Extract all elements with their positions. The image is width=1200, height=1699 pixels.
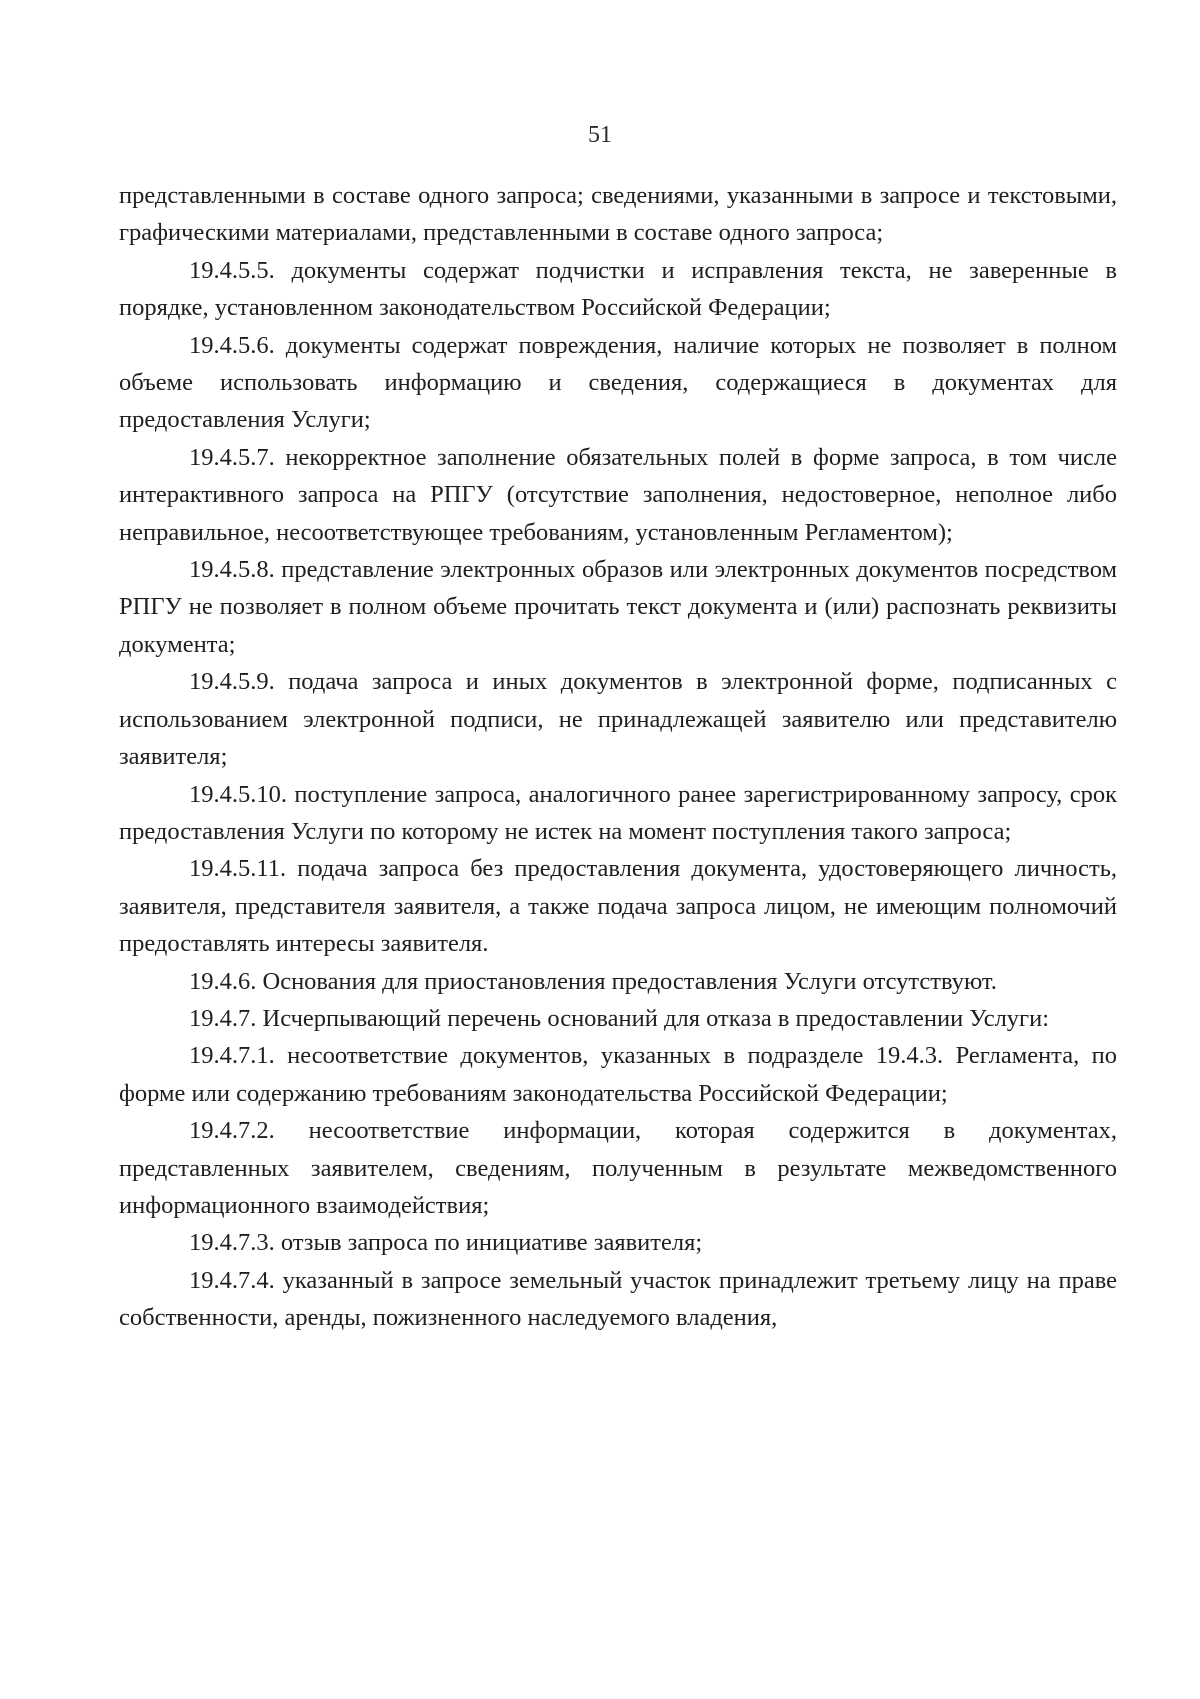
paragraph-19-4-5-9: 19.4.5.9. подача запроса и иных документов в электронной форме, подписанных с использованием электронной подписи, не принадлежащей заявителю или представителю заявителя; <box>119 668 1117 771</box>
paragraph-19-4-5-5: 19.4.5.5. документы содержат подчистки и исправления текста, не заверенные в порядке, установленном законодательством Российской Федерации; <box>119 256 1117 322</box>
paragraph-19-4-7: 19.4.7. Исчерпывающий перечень оснований для отказа в предоставлении Услуги: <box>189 1004 1050 1032</box>
paragraph-19-4-5-7: 19.4.5.7. некорректное заполнение обязательных полей в форме запроса, в том числе интерактивного запроса на РПГУ (отсутствие заполнения, недостоверное, неполное либо неправильное, несоответствующее требованиям, установленным Регламентом); <box>119 443 1117 546</box>
paragraph-19-4-7-4: 19.4.7.4. указанный в запросе земельный участок принадлежит третьему лицу на праве собственности, аренды, пожизненного наследуемого владения, <box>119 1266 1117 1332</box>
paragraph-19-4-6: 19.4.6. Основания для приостановления предоставления Услуги отсутствуют. <box>189 967 997 995</box>
paragraph-continuation: представленными в составе одного запроса; сведениями, указанными в запросе и текстовыми, графическими материалами, представленными в составе одного запроса; <box>119 182 1117 247</box>
paragraph-19-4-7-2: 19.4.7.2. несоответствие информации, которая содержится в документах, представленных заявителем, сведениям, полученным в результате межведомственного информационного взаимодействия; <box>119 1117 1117 1219</box>
paragraph-19-4-5-6: 19.4.5.6. документы содержат повреждения, наличие которых не позволяет в полном объеме использовать информацию и сведения, содержащиеся в документах для предоставления Услуги; <box>119 331 1117 434</box>
paragraph-19-4-5-8: 19.4.5.8. представление электронных образов или электронных документов посредством РПГУ не позволяет в полном объеме прочитать текст документа и (или) распознать реквизиты документа; <box>119 556 1117 658</box>
page-number: 51 <box>588 122 612 148</box>
document-body <box>119 177 1117 1337</box>
paragraph-19-4-7-3: 19.4.7.3. отзыв запроса по инициативе заявителя; <box>189 1229 703 1257</box>
paragraph-19-4-7-1: 19.4.7.1. несоответствие документов, указанных в подразделе 19.4.3. Регламента, по форме или содержанию требованиям законодательства Российской Федерации; <box>119 1042 1117 1107</box>
paragraph-19-4-5-11: 19.4.5.11. подача запроса без предоставления документа, удостоверяющего личность, заявителя, представителя заявителя, а также подача запроса лицом, не имеющим полномочий предоставлять интересы заявителя. <box>119 855 1117 958</box>
paragraph-19-4-5-10: 19.4.5.10. поступление запроса, аналогичного ранее зарегистрированному запросу, срок предоставления Услуги по которому не истек на момент поступления такого запроса; <box>119 780 1117 845</box>
